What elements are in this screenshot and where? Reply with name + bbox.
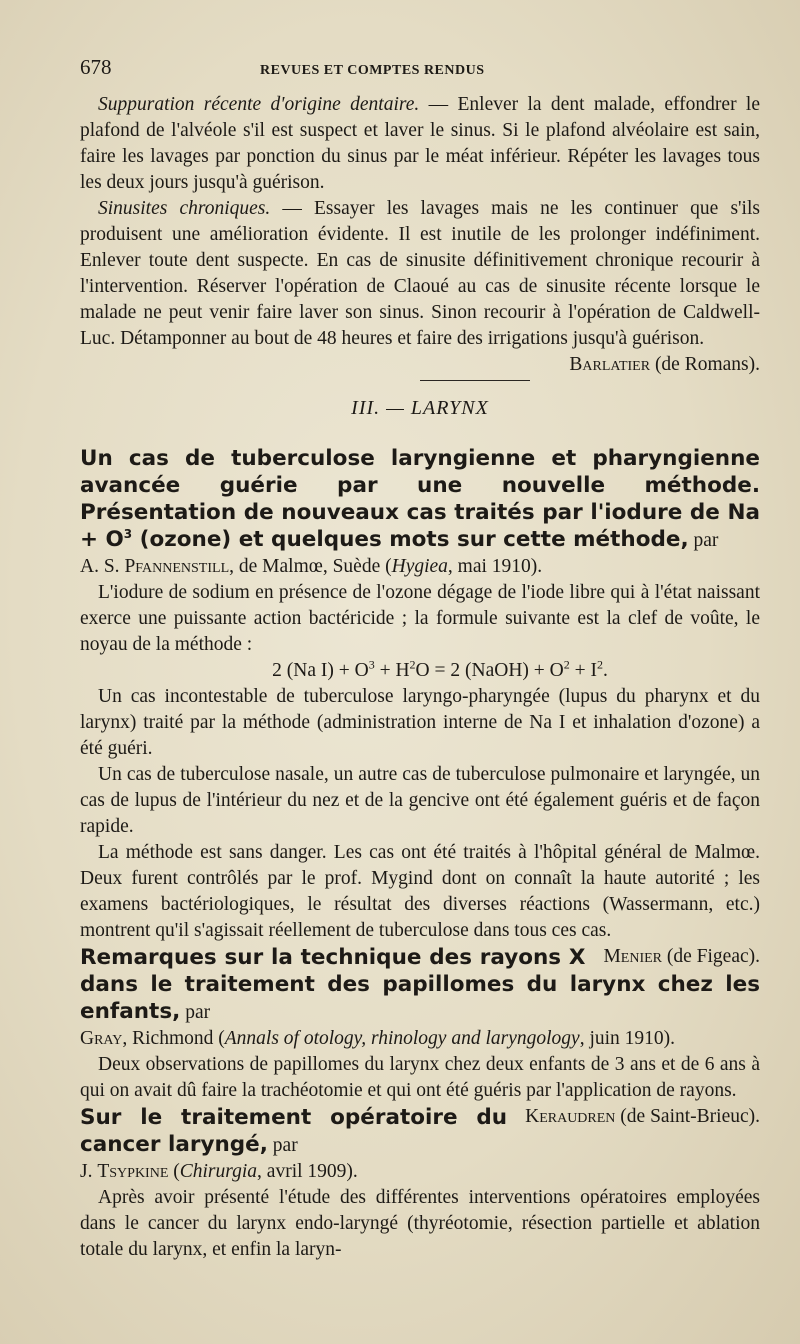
separator-rule: [420, 380, 530, 381]
signature-place: (de Saint-Brieuc).: [615, 1106, 760, 1127]
chemical-formula: 2 (Na $I) + O^3 + H^2O = 2$ (NaOH) + $O^2 + I^2$.: [272, 657, 608, 681]
page-number: 678: [80, 55, 112, 79]
signature-name: Barlatier: [569, 354, 651, 375]
paragraph-heading: Suppuration récente d'origine dentaire.: [98, 94, 420, 115]
article-source: Gray, Richmond (Annals of otology, rhinology and laryngology, juin 1910).: [80, 1028, 676, 1049]
running-title: REVUES ET COMPTES RENDUS: [260, 63, 485, 78]
article-title: Remarques sur la technique des rayons X dans le traitement des papillomes du larynx chez les enfants, par: [80, 945, 760, 1024]
signature: [585, 944, 760, 970]
journal-name: Chirurgia: [179, 1161, 258, 1182]
paragraph: Un cas incontestable de tuberculose laryngo-pharyngée (lupus du pharynx et du larynx) traité par la méthode (administration interne de Na I et inhalation d'ozone) a été guéri.: [80, 686, 760, 759]
paragraph: L'iodure de sodium en présence de l'ozone dégage de l'iode libre qui à l'état naissant exerce une puissante action bactéricide ; la formule suivante est la clef de voûte, le noyau de la méthode :: [80, 582, 760, 655]
signature-name: Keraudren: [525, 1106, 616, 1127]
signature: [507, 1104, 760, 1130]
paragraph: Après avoir présenté l'étude des différentes interventions opératoires employées dans le cancer du larynx endo-laryngé (thyréotomie, résection partielle et ablation totale du larynx, et enfin la laryn-: [80, 1187, 760, 1260]
journal-name: Annals of otology, rhinology and laryngology: [224, 1028, 580, 1049]
article-title: Sur le traitement opératoire du cancer laryngé, par: [80, 1105, 508, 1157]
paragraph-suppuration: [80, 92, 760, 196]
paragraph-heading: Sinusites chroniques.: [98, 198, 271, 219]
signature-place: (de Romans).: [650, 354, 760, 375]
section-title: III. — LARYNX: [351, 397, 489, 419]
signature-place: (de Figeac).: [662, 946, 760, 967]
body-text: [80, 92, 760, 1263]
article-source: A. S. Pfannenstill, de Malmœ, Suède (Hygiea, mai 1910).: [80, 556, 543, 577]
author-name: Tsypkine: [97, 1161, 169, 1182]
journal-name: Hygiea: [391, 556, 448, 577]
author-name: Gray: [80, 1028, 123, 1049]
paragraph: Deux observations de papillomes du larynx chez deux enfants de 3 ans et de 6 ans à qui on avait dû faire la trachéotomie et qui ont été guéris par l'application de rayons. Keraudren (de Saint-Brieuc).: [80, 1052, 760, 1104]
paragraph-sinusites: [80, 196, 760, 352]
signature-name: Menier: [603, 946, 662, 967]
article-source: J. Tsypkine (Chirurgia, avril 1909).: [80, 1161, 358, 1182]
author-name: Pfannenstill: [124, 556, 230, 577]
paragraph-body: — Enlever la dent malade, effondrer le plafond de l'alvéole s'il est suspect et laver le sinus. Si le plafond alvéolaire est sain, faire les lavages par ponction du sinus par le méat inférieur. Répéter les lavages tous les deux jours jusqu'à guérison.: [80, 94, 760, 193]
paragraph-body: — Essayer les lavages mais ne les continuer que s'ils produisent une amélioration évidente. Il est inutile de les prolonger indéfiniment. Enlever toute dent suspecte. En cas de sinusite définitivement chronique recourir à l'intervention. Réserver l'opération de Claoué au cas de sinusite récente lorsque le malade ne peut venir faire laver son sinus. Sinon recourir à l'opération de Caldwell-Luc. Détamponner au bout de 48 heures et faire des irrigations jusqu'à guérison.: [80, 198, 760, 349]
signature-line: [80, 352, 760, 378]
article-title: Un cas de tuberculose laryngienne et pharyngienne avancée guérie par une nouvelle méthode. Présentation de nouveaux cas traités par l'iodure de $Na + O^3$ (ozone) et quelques mots sur cette méthode, par: [80, 446, 760, 552]
signature: [569, 352, 760, 378]
page-header: [80, 55, 760, 80]
paragraph: La méthode est sans danger. Les cas ont été traités à l'hôpital général de Malmœ. Deux furent contrôlés par le prof. Mygind dont on connaît la haute autorité ; les examens bactériologiques, le résultat des diverses réactions (Wassermann, etc.) montrent qu'il s'agissait réellement de tuberculose dans tous ces cas. Menier (de Figeac).: [80, 840, 760, 944]
paragraph: Un cas de tuberculose nasale, un autre cas de tuberculose pulmonaire et laryngée, un cas de lupus de l'intérieur du nez et de la gencive ont été également guéris et de façon rapide.: [80, 764, 760, 837]
